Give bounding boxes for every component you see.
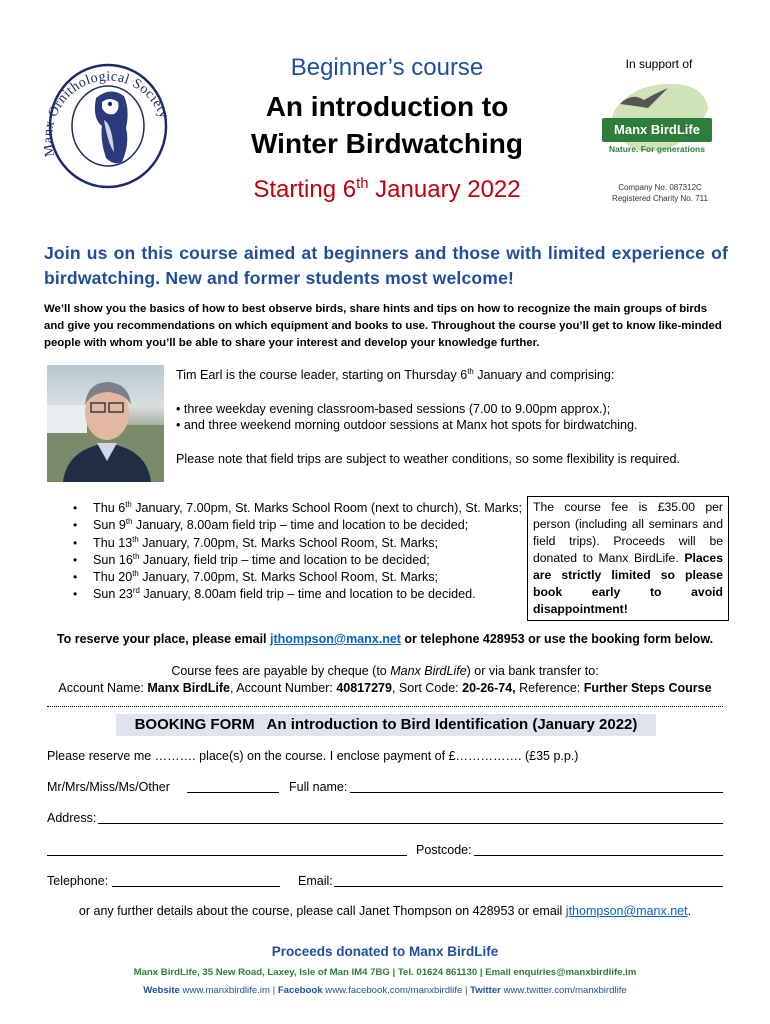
schedule-item: • Sun 23rd January, 8.00am field trip – time and location to be decided. bbox=[55, 586, 525, 603]
course-title bbox=[212, 88, 562, 162]
bullet-icon: • bbox=[176, 418, 181, 432]
full-name-label: Full name: bbox=[289, 780, 348, 794]
address-field-2[interactable] bbox=[47, 855, 407, 856]
further-email-link[interactable]: jthompson@manx.net bbox=[565, 904, 688, 918]
schedule-item: • Sun 16th January, field trip – time and location to be decided; bbox=[55, 552, 525, 569]
email-field[interactable] bbox=[334, 886, 723, 887]
schedule-item: • Sun 9th January, 8.00am field trip – time and location to be decided; bbox=[55, 517, 525, 534]
intro-body: We’ll show you the basics of how to best observe birds, share hints and tips on how to recognize the main groups of birds and give you recommendations on which equipment and books to use. Throughout the course you’ll get to know like-minded people with whom you’ll be able to share your interest and develop your knowledge further. bbox=[44, 303, 722, 349]
leader-bullet-1: • three weekday evening classroom-based sessions (7.00 to 9.00pm approx.); bbox=[176, 402, 611, 416]
further-details: or any further details about the course, please call Janet Thompson on 428953 or email jthompson@manx.net. bbox=[78, 904, 692, 918]
reserve-line: To reserve your place, please email jthompson@manx.net or telephone 428953 or use the booking form below. bbox=[56, 632, 714, 646]
postcode-label: Postcode: bbox=[416, 843, 472, 857]
leader-bullet-2: • and three weekend morning outdoor sessions at Manx hot spots for birdwatching. bbox=[176, 418, 638, 432]
charity-number: Registered Charity No. 711 bbox=[612, 194, 708, 203]
schedule-item: • Thu 13th January, 7.00pm, St. Marks School Room, St. Marks; bbox=[55, 535, 525, 552]
booking-form-title: BOOKING FORM An introduction to Bird Identification (January 2022) bbox=[116, 714, 656, 736]
payment-line-1: Course fees are payable by cheque (to Manx BirdLife) or via bank transfer to: bbox=[171, 664, 599, 678]
telephone-label: Telephone: bbox=[47, 874, 109, 888]
website-link[interactable]: www.manxbirdlife.im bbox=[182, 985, 270, 996]
company-number: Company No. 087312C bbox=[618, 183, 702, 192]
brand-tagline: Nature. For generations bbox=[609, 144, 705, 154]
intro-headline: Join us on this course aimed at beginners and those with limited experience of birdwatching. New and former students most welcome! bbox=[44, 243, 728, 288]
proceeds-line: Proceeds donated to Manx BirdLife bbox=[271, 944, 499, 959]
logo-ring-text: Ornithological Society bbox=[45, 69, 172, 121]
leader-intro: Tim Earl is the course leader, starting on Thursday 6th January and comprising: bbox=[176, 366, 615, 382]
address-label: Address: bbox=[47, 811, 97, 825]
telephone-field[interactable] bbox=[112, 886, 280, 887]
bullet-icon: • bbox=[176, 402, 181, 416]
places-limited: Places are strictly limited so please book early to avoid disappointment! bbox=[533, 551, 723, 616]
cut-line bbox=[47, 706, 723, 707]
footer-links: Website www.manxbirdlife.im | Facebook www.facebook.com/manxbirdlife | Twitter www.twitter.com/manxbirdlife bbox=[143, 985, 627, 996]
address-field-1[interactable] bbox=[98, 823, 723, 824]
twitter-link[interactable]: www.twitter.com/manxbirdlife bbox=[503, 985, 627, 996]
email-label: Email: bbox=[298, 874, 333, 888]
course-subtitle: Beginner’s course bbox=[290, 54, 484, 81]
postcode-field[interactable] bbox=[474, 855, 723, 856]
footer-address: Manx BirdLife, 35 New Road, Laxey, Isle of Man IM4 7BG | Tel. 01624 861130 | Email enquiries@manxbirdlife.im bbox=[133, 967, 637, 978]
manx-birdlife-logo bbox=[596, 78, 718, 162]
manx-ornithological-society-logo bbox=[44, 40, 172, 190]
payment-line-2: Account Name: Manx BirdLife, Account Number: 40817279, Sort Code: 20-26-74, Reference: Further Steps Course bbox=[58, 681, 712, 695]
salutation-label: Mr/Mrs/Miss/Ms/Other bbox=[47, 780, 170, 794]
title-line-1: An introduction to bbox=[265, 91, 509, 122]
leader-photo bbox=[47, 365, 164, 482]
salutation-field[interactable] bbox=[187, 792, 279, 793]
fee-text: The course fee is £35.00 per person (including all seminars and field trips). Proceeds will be donated to Manx BirdLife. bbox=[533, 500, 723, 565]
schedule-item: • Thu 20th January, 7.00pm, St. Marks School Room, St. Marks; bbox=[55, 569, 525, 586]
title-line-2: Winter Birdwatching bbox=[251, 128, 523, 159]
brand-name: Manx BirdLife bbox=[614, 122, 700, 137]
fee-box bbox=[527, 496, 729, 621]
facebook-link[interactable]: www.facebook.com/manxbirdlife bbox=[325, 985, 463, 996]
booking-reserve-line[interactable]: Please reserve me ………. place(s) on the course. I enclose payment of £……………. (£35 p.p.) bbox=[47, 749, 579, 763]
in-support-label: In support of bbox=[625, 57, 693, 71]
weather-note: Please note that field trips are subject to weather conditions, so some flexibility is required. bbox=[176, 452, 681, 466]
reserve-email-link[interactable]: jthompson@manx.net bbox=[270, 632, 401, 646]
start-date: Starting 6th January 2022 bbox=[253, 176, 521, 203]
schedule-list bbox=[55, 500, 525, 604]
full-name-field[interactable] bbox=[350, 792, 723, 793]
schedule-item: • Thu 6th January, 7.00pm, St. Marks School Room (next to church), St. Marks; bbox=[55, 500, 525, 517]
